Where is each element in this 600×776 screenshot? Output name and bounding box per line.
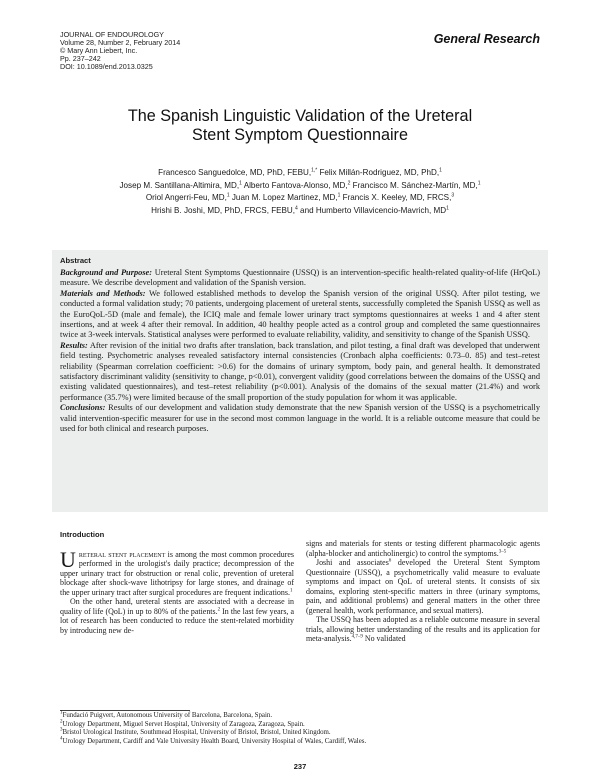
title-line: Stent Symptom Questionnaire	[192, 126, 408, 144]
author-line: Hrishi B. Joshi, MD, PhD, FRCS, FEBU,$^4$ and Humberto Villavicencio-Mavrich, $MD^1$	[151, 204, 449, 215]
journal-info	[60, 31, 180, 71]
intro-paragraph: signs and materials for stents or testing different pharmacologic agents (alpha-blocker and anticholinergic) to control the symptoms.$^{3-5}$	[306, 539, 540, 558]
affiliation: $^1$Fundació Puigvert, Autonomous University of Barcelona, Barcelona, Spain.	[60, 710, 273, 719]
journal-pages: Pp. 237–242	[60, 53, 101, 63]
introduction-heading: Introduction	[60, 530, 105, 539]
journal-doi[interactable]: DOI: 10.1089/end.2013.0325	[60, 61, 153, 71]
left-column	[60, 530, 294, 635]
intro-paragraph: The USSQ has been adopted as a reliable outcome measure in several trials, allowing better understanding of the results and its application for meta-analysis.$^{4,7-9}$ No validated	[306, 615, 540, 644]
abstract-methods: Materials and Methods: We followed established methods to develop the Spanish version of the original USSQ. After pilot testing, we conducted a formal validation study; 70 patients, undergoing placement of ureteral stents, successfully completed the Spanish USSQ as well as the EuroQoL-5D (male and female), the ICIQ male and female lower urinary tract symptoms questionnaires at weeks 1 and 4 after stent insertions, and at week 4 after their removal. In addition, 40 healthy people acted as a control group and completed the same questionnaires twice at 3-week intervals. Statistical analyses were performed to evaluate reliability, validity, and sensitivity to change of the Spanish USSQ.	[60, 288, 540, 340]
author-list	[60, 167, 540, 217]
abstract-body	[60, 268, 540, 435]
article-title	[60, 107, 540, 145]
page-number: 237	[293, 762, 307, 771]
section-label: General Research	[433, 32, 540, 46]
intro-paragraph: Joshi and associates$^6$ developed the Ureteral Stent Symptom Questionnaire (USSQ), a psychometrically valid measure to evaluate symptoms and impact on QoL of ureteral stents. It consists of six domains, exploring stent-specific matters in three (urinary symptoms, pain, and additional problems) and general matters in the other three (general health, work performance, and sexual matters).	[306, 558, 540, 615]
journal-name: JOURNAL OF ENDOUROLOGY	[60, 30, 164, 39]
title-line: The Spanish Linguistic Validation of the Ureteral	[127, 107, 473, 125]
intro-paragraph: Ureteral stent placement is among the most common procedures performed in the urologist's daily practice; decompression of the upper urinary tract for obstruction or renal colic, prevention of ureteral blockage after shock-wave lithotripsy for large stones, and drainage of the upper urinary tract after surgical procedures are frequent indications.$^1$	[60, 546, 294, 597]
footnote-rule	[60, 710, 190, 711]
author-line: Josep M. Santillana-Altimira, MD,$^1$ Alberto Fantova-Alonso, MD,$^2$ Francisco M. Sánchez-Martín, MD,$^1$	[119, 179, 481, 190]
drop-cap: U	[60, 546, 76, 572]
abstract-results: Results: After revision of the initial two drafts after translation, back translation, and pilot testing, a final draft was developed that underwent field testing. Psychometric analyses revealed satisfactory internal consistencies (Cronbach alpha coefficients: 0.73–0. 85) and test–retest reliability (Spearman correlation coefficient: >0.6) for the domains of urinary symptom, body pain, and general health. It demonstrated satisfactory discriminant validity (sensitivity to change, p<0.01), convergent validity (good correlations between the domains of the USSQ and existing validated questionnaires), and test–retest reliability (p<0.001). Analysis of the domains of the sexual matter (21.4%) and work performance (35.7%) were limited because of the small proportion of the study population for whom it was applicable.	[60, 340, 540, 402]
abstract-background: Background and Purpose: Ureteral Stent Symptoms Questionnaire (USSQ) is an intervention-specific health-related quality-of-life (HrQoL) measure. We describe development and validation of the Spanish version.	[60, 268, 540, 288]
affiliation: $^2$Urology Department, Miguel Servet Hospital, University of Zaragoza, Zaragoza, Spain.	[60, 719, 305, 728]
affiliation: $^4$Urology Department, Cardiff and Vale University Health Board, University Hospital of Wales, Cardiff, Wales.	[60, 736, 367, 745]
abstract-conclusions: Conclusions: Results of our development and validation study demonstrate that the new Spanish version of the USSQ is a psychometrically valid intervention-specific measurer for use in the second most common language in the world. It is a reliable outcome measure that could be used for both clinical and research purposes.	[60, 403, 540, 434]
right-column	[306, 539, 540, 644]
journal-copyright: © Mary Ann Liebert, Inc.	[60, 45, 138, 55]
affiliation: $^3$Bristol Urological Institute, Southmead Hospital, University of Bristol, Bristol, United Kingdom.	[60, 727, 331, 737]
abstract-heading: Abstract	[60, 256, 91, 265]
journal-volume: Volume 28, Number 2, February 2014	[60, 37, 181, 47]
intro-paragraph: On the other hand, ureteral stents are associated with a decrease in quality of life (QoL) in up to 80% of the patients.$^2$ In the last few years, a lot of research has been conducted to reduce the stent-related morbidity by introducing new de-	[60, 597, 294, 635]
author-line: Francesco Sanguedolce, MD, PhD, FEBU,$^{1,*}$ Felix Millán-Rodriguez, MD, PhD,$^1$	[158, 167, 442, 177]
author-line: Oriol Angerri-Feu, MD,$^1$ Juan M. Lopez Martinez, MD,$^1$ Francis X. Keeley, MD, FRCS,$^3$	[145, 192, 455, 202]
affiliations	[60, 712, 540, 746]
